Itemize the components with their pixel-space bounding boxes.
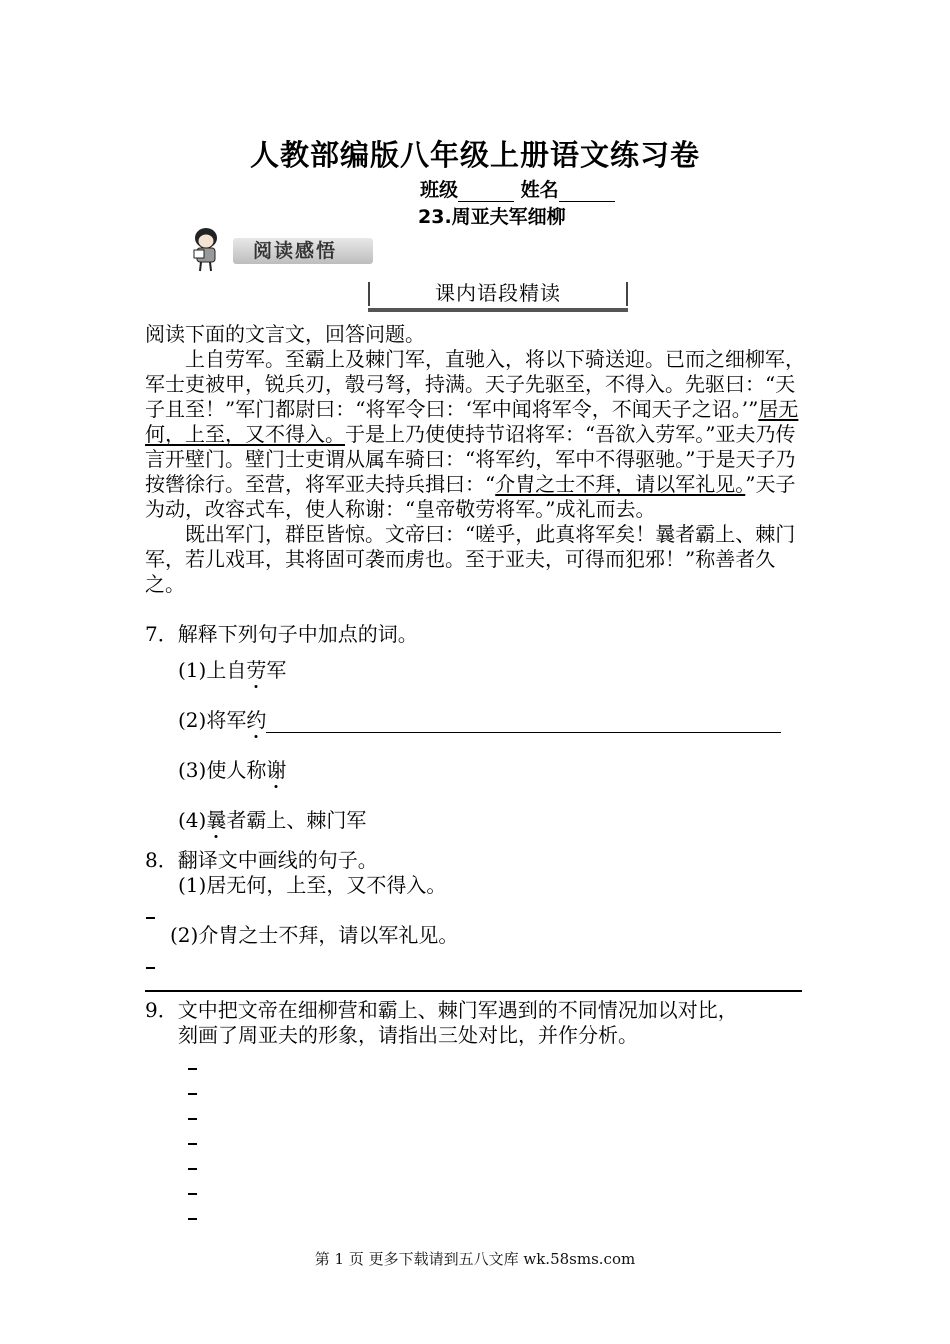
answer-dash[interactable] — [188, 1068, 197, 1070]
page-title: 人教部编版八年级上册语文练习卷 — [249, 138, 700, 172]
question-7-4: (4)曩者霸上、棘门军 — [178, 808, 367, 832]
passage-paragraph-1: 上自劳军。至霸上及棘门军，直驰入，将以下骑送迎。已而之细柳军，军士吏被甲，锐兵刃，彀弓弩，持满。天子先驱至，不得入。先驱曰：“天子且至！”军门都尉曰：“将军令曰：‘军中闻将军令，不闻天子之诏。’”居无何，上至，又不得入。于是上乃使使持节诏将军：“吾欲入劳军。”亚夫乃传言开壁门。壁门士吏谓从属车骑曰：“将军约，军中不得驱驰。”于是天子乃按辔徐行。至营，将军亚夫持兵揖曰：“介胄之士不拜，请以军礼见。”天子为动，改容式车，使人称谢：“皇帝敬劳将军。”成礼而去。 — [145, 347, 805, 521]
question-7-3: (3)使人称谢 — [178, 758, 287, 782]
answer-dash[interactable] — [188, 1168, 197, 1170]
class-name-line — [420, 175, 615, 202]
class-blank[interactable] — [458, 185, 514, 202]
instruction: 阅读下面的文言文，回答问题。 — [145, 322, 425, 346]
answer-dash[interactable] — [188, 1218, 197, 1220]
section-banner: 阅读感悟 — [233, 238, 373, 264]
question-9-line-1: 9．文中把文帝在细柳营和霸上、棘门军遇到的不同情况加以对比， — [145, 998, 738, 1022]
answer-line[interactable] — [266, 712, 781, 733]
underlined-sentence-1: 居无何，上至，又不得入。 — [145, 397, 799, 446]
name-label: 姓名 — [520, 179, 559, 201]
question-7-1: (1)上自劳军 — [178, 658, 287, 682]
question-7-2: (2)将军约 — [178, 708, 781, 733]
answer-dash[interactable] — [146, 917, 155, 919]
underlined-sentence-2: 介胄之士不拜，请以军礼见。 — [495, 472, 746, 496]
question-8-2: (2)介胄之士不拜，请以军礼见。 — [170, 923, 459, 947]
sub-section-label: 课内语段精读 — [435, 281, 561, 305]
question-9-line-2: 刻画了周亚夫的形象，请指出三处对比，并作分析。 — [178, 1023, 638, 1047]
passage-paragraph-2: 既出军门，群臣皆惊。文帝曰：“嗟乎，此真将军矣！曩者霸上、棘门军，若儿戏耳，其将固可袭而虏也。至于亚夫，可得而犯邪！”称善者久之。 — [145, 522, 796, 596]
answer-dash[interactable] — [188, 1193, 197, 1195]
question-8: 8．翻译文中画线的句子。 — [145, 848, 378, 872]
name-blank[interactable] — [559, 185, 615, 202]
answer-dash[interactable] — [188, 1143, 197, 1145]
question-8-1: (1)居无何，上至，又不得入。 — [178, 873, 447, 897]
answer-line[interactable] — [145, 990, 802, 992]
class-label: 班级 — [420, 179, 459, 201]
passage — [145, 322, 805, 597]
answer-dash[interactable] — [188, 1118, 197, 1120]
page-footer: 第 1 页 更多下载请到五八文库 wk.58sms.com — [314, 1250, 636, 1268]
answer-dash[interactable] — [146, 967, 155, 969]
sub-section-banner — [368, 280, 628, 306]
question-7: 7．解释下列句子中加点的词。 — [145, 622, 418, 646]
reading-boy-icon — [188, 226, 226, 272]
lesson-title: 23.周亚夫军细柳 — [418, 206, 566, 228]
answer-dash[interactable] — [188, 1093, 197, 1095]
